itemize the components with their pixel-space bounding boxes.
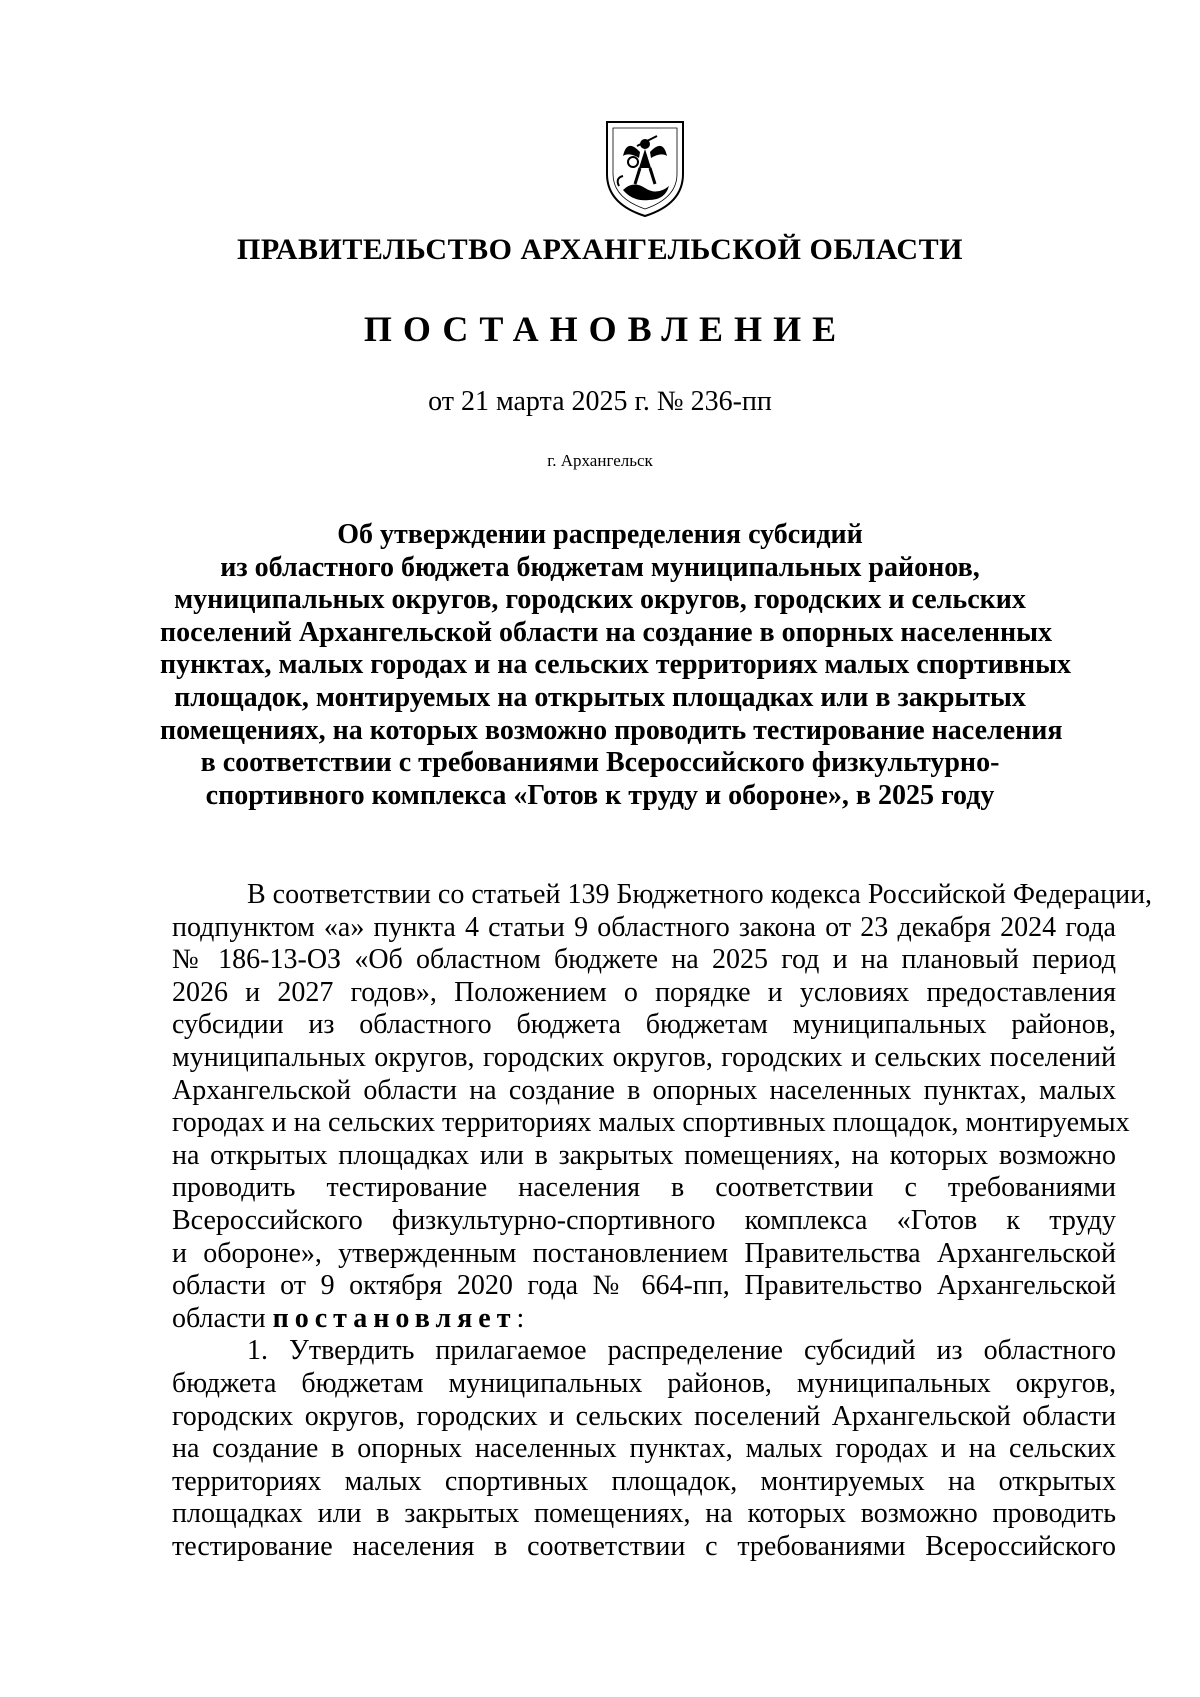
- item-1-line: площадках или в закрытых помещениях, на которых возможно проводить: [172, 1498, 1116, 1530]
- title-line: поселений Архангельской области на создание в опорных населенных: [160, 616, 1052, 648]
- resolution-suffix: :: [516, 1302, 525, 1334]
- preamble-line: Архангельской области на создание в опорных населенных пунктах, малых: [172, 1074, 1116, 1106]
- preamble-line: городах и на сельских территориях малых спортивных площадок, монтируемых: [172, 1107, 1130, 1139]
- government-name: ПРАВИТЕЛЬСТВО АРХАНГЕЛЬСКОЙ ОБЛАСТИ: [237, 233, 963, 266]
- preamble-line: на открытых площадках или в закрытых помещениях, на которых возможно: [172, 1139, 1116, 1171]
- title-line: пунктах, малых городах и на сельских территориях малых спортивных: [160, 649, 1071, 681]
- document-title: [160, 519, 1071, 812]
- document-type: ПОСТАНОВЛЕНИЕ: [363, 309, 848, 349]
- resolution-prefix: области: [172, 1302, 273, 1334]
- title-line: помещениях, на которых возможно проводить тестирование населения: [160, 714, 1063, 746]
- item-1-line: тестирование населения в соответствии с требованиями Всероссийского: [172, 1530, 1116, 1562]
- item-1-line: на создание в опорных населенных пунктах, малых городах и на сельских: [172, 1433, 1116, 1465]
- item-1-line: территориях малых спортивных площадок, монтируемых на открытых: [172, 1465, 1116, 1497]
- preamble-line: области от 9 октября 2020 года № 664-пп, Правительство Архангельской: [172, 1270, 1116, 1302]
- preamble-line: и обороне», утвержденным постановлением Правительства Архангельской: [172, 1237, 1116, 1269]
- item-1-line: городских округов, городских и сельских поселений Архангельской области: [172, 1400, 1116, 1432]
- preamble-line: № 186-13-ОЗ «Об областном бюджете на 2025 год и на плановый период: [172, 944, 1116, 976]
- title-line: спортивного комплекса «Готов к труду и обороне», в 2025 году: [205, 779, 995, 811]
- preamble-resolution-line: [172, 1303, 1116, 1336]
- preamble-line: проводить тестирование населения в соответствии с требованиями: [172, 1172, 1116, 1204]
- item-1-line: бюджета бюджетам муниципальных районов, муниципальных округов,: [172, 1367, 1116, 1399]
- coat-of-arms-icon: [593, 116, 697, 220]
- preamble-line: субсидии из областного бюджета бюджетам муниципальных районов,: [172, 1009, 1116, 1041]
- title-line: площадок, монтируемых на открытых площадках или в закрытых: [174, 681, 1026, 713]
- document-city: г. Архангельск: [547, 451, 653, 470]
- item-1-line: 1. Утвердить прилагаемое распределение субсидий из областного: [247, 1335, 1116, 1367]
- preamble-line: Всероссийского физкультурно-спортивного комплекса «Готов к труду: [172, 1204, 1116, 1236]
- title-line: из областного бюджета бюджетам муниципальных районов,: [220, 551, 980, 583]
- resolution-verb: постановляет: [272, 1302, 517, 1334]
- title-line: в соответствии с требованиями Всероссийского физкультурно-: [200, 747, 1000, 779]
- title-line: Об утверждении распределения субсидий: [337, 519, 863, 550]
- preamble-line: муниципальных округов, городских округов, городских и сельских поселений: [172, 1041, 1116, 1073]
- document-date-number: от 21 марта 2025 г. № 236-пп: [428, 386, 772, 417]
- preamble-line: 2026 и 2027 годов», Положением о порядке и условиях предоставления: [172, 976, 1116, 1008]
- preamble-line: В соответствии со статьей 139 Бюджетного кодекса Российской Федерации,: [247, 879, 1153, 910]
- title-line: муниципальных округов, городских округов, городских и сельских: [174, 584, 1026, 616]
- preamble-line: подпунктом «а» пункта 4 статьи 9 областного закона от 23 декабря 2024 года: [172, 911, 1116, 943]
- document-body: [172, 879, 1153, 1563]
